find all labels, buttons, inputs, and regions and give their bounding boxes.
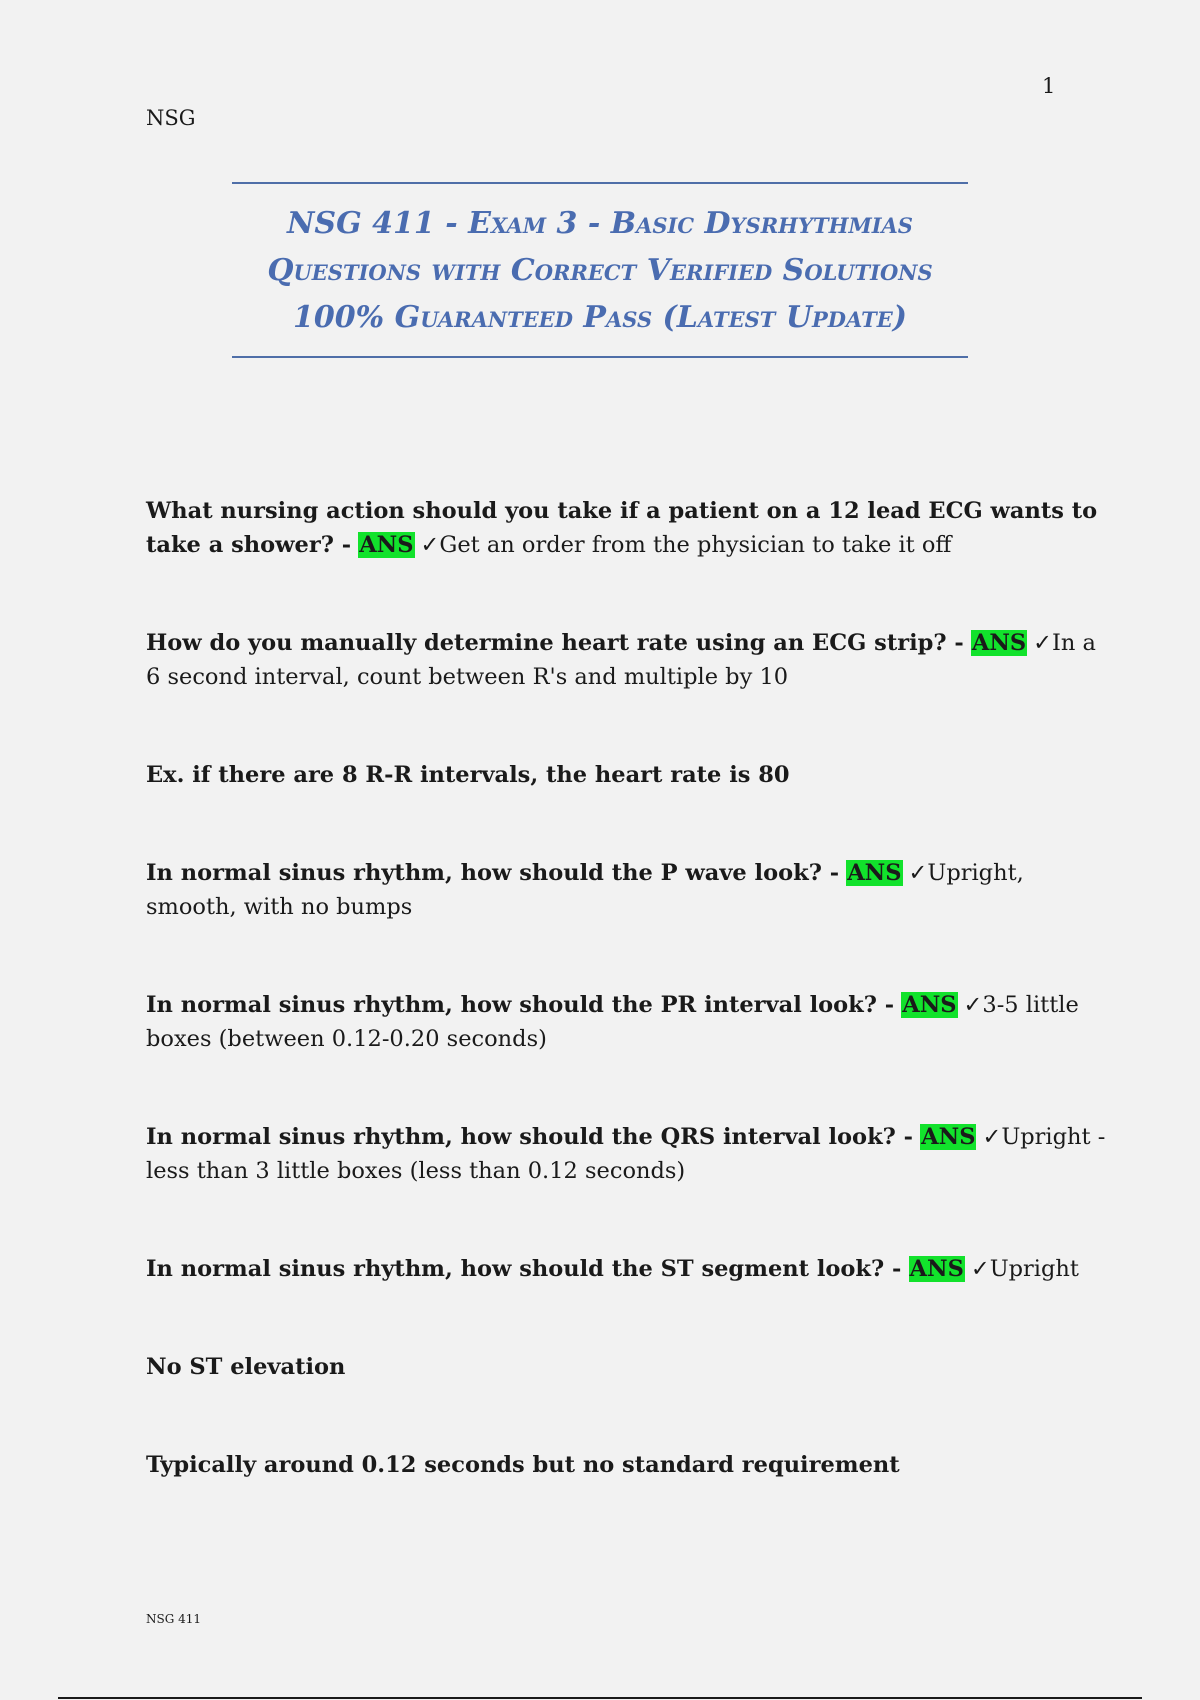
answer-text: In a: [1052, 630, 1096, 656]
answer-tag: ANS: [909, 1256, 964, 1282]
page-number: 1: [1042, 74, 1056, 98]
qa-item: [146, 626, 1096, 694]
qa-item: [146, 856, 1066, 924]
question-text: take a shower? -: [146, 532, 352, 558]
title-line-2: Questions with Correct Verified Solutions: [267, 252, 933, 288]
answer-tag: ANS: [971, 630, 1027, 656]
note-text: Ex. if there are 8 R-R intervals, the heart rate is 80: [146, 762, 790, 788]
note-text: Typically around 0.12 seconds but no standard requirement: [146, 1452, 900, 1478]
question-text: In normal sinus rhythm, how should the ST segment look? -: [146, 1256, 902, 1282]
qa-item: [146, 1120, 1106, 1188]
answer-text: Get an order from the physician to take it off: [439, 532, 952, 558]
title-line-1: NSG 411 - Exam 3 - Basic Dysrhythmias: [287, 205, 913, 241]
answer-text: Upright -: [1001, 1124, 1106, 1150]
answer-text-continued: less than 3 little boxes (less than 0.12 seconds): [146, 1158, 686, 1184]
note-text: No ST elevation: [146, 1354, 346, 1380]
answer-text-continued: boxes (between 0.12-0.20 seconds): [146, 1026, 547, 1052]
check-icon: ✓: [982, 1124, 1002, 1150]
question-text: How do you manually determine heart rate using an ECG strip? -: [146, 630, 964, 656]
check-icon: ✓: [1033, 630, 1052, 656]
qa-item: [146, 1252, 1079, 1286]
qa-item: [146, 988, 1079, 1056]
check-icon: ✓: [908, 860, 928, 886]
footer-divider: [58, 1697, 1142, 1699]
footer-label: NSG 411: [146, 1612, 202, 1626]
title-line-3: 100% Guaranteed Pass (Latest Update): [293, 299, 907, 335]
question-text: In normal sinus rhythm, how should the PR interval look? -: [146, 992, 895, 1018]
answer-tag: ANS: [921, 1124, 976, 1150]
answer-text: Upright: [989, 1256, 1079, 1282]
qa-item: [146, 494, 1098, 562]
check-icon: ✓: [970, 1256, 990, 1282]
answer-text-continued: smooth, with no bumps: [146, 894, 413, 920]
header-label: NSG: [146, 106, 196, 130]
question-text: In normal sinus rhythm, how should the QRS interval look? -: [146, 1124, 914, 1150]
answer-text-continued: 6 second interval, count between R's and multiple by 10: [146, 664, 789, 690]
answer-text: Upright,: [927, 860, 1024, 886]
answer-text: 3-5 little: [982, 992, 1079, 1018]
document-title: [232, 182, 968, 358]
check-icon: ✓: [963, 992, 983, 1018]
answer-tag: ANS: [359, 532, 414, 558]
check-icon: ✓: [420, 532, 440, 558]
question-text: In normal sinus rhythm, how should the P wave look? -: [146, 860, 840, 886]
answer-tag: ANS: [847, 860, 902, 886]
question-text: What nursing action should you take if a patient on a 12 lead ECG wants to: [146, 498, 1098, 524]
answer-tag: ANS: [902, 992, 957, 1018]
qa-list: [146, 494, 1106, 1546]
